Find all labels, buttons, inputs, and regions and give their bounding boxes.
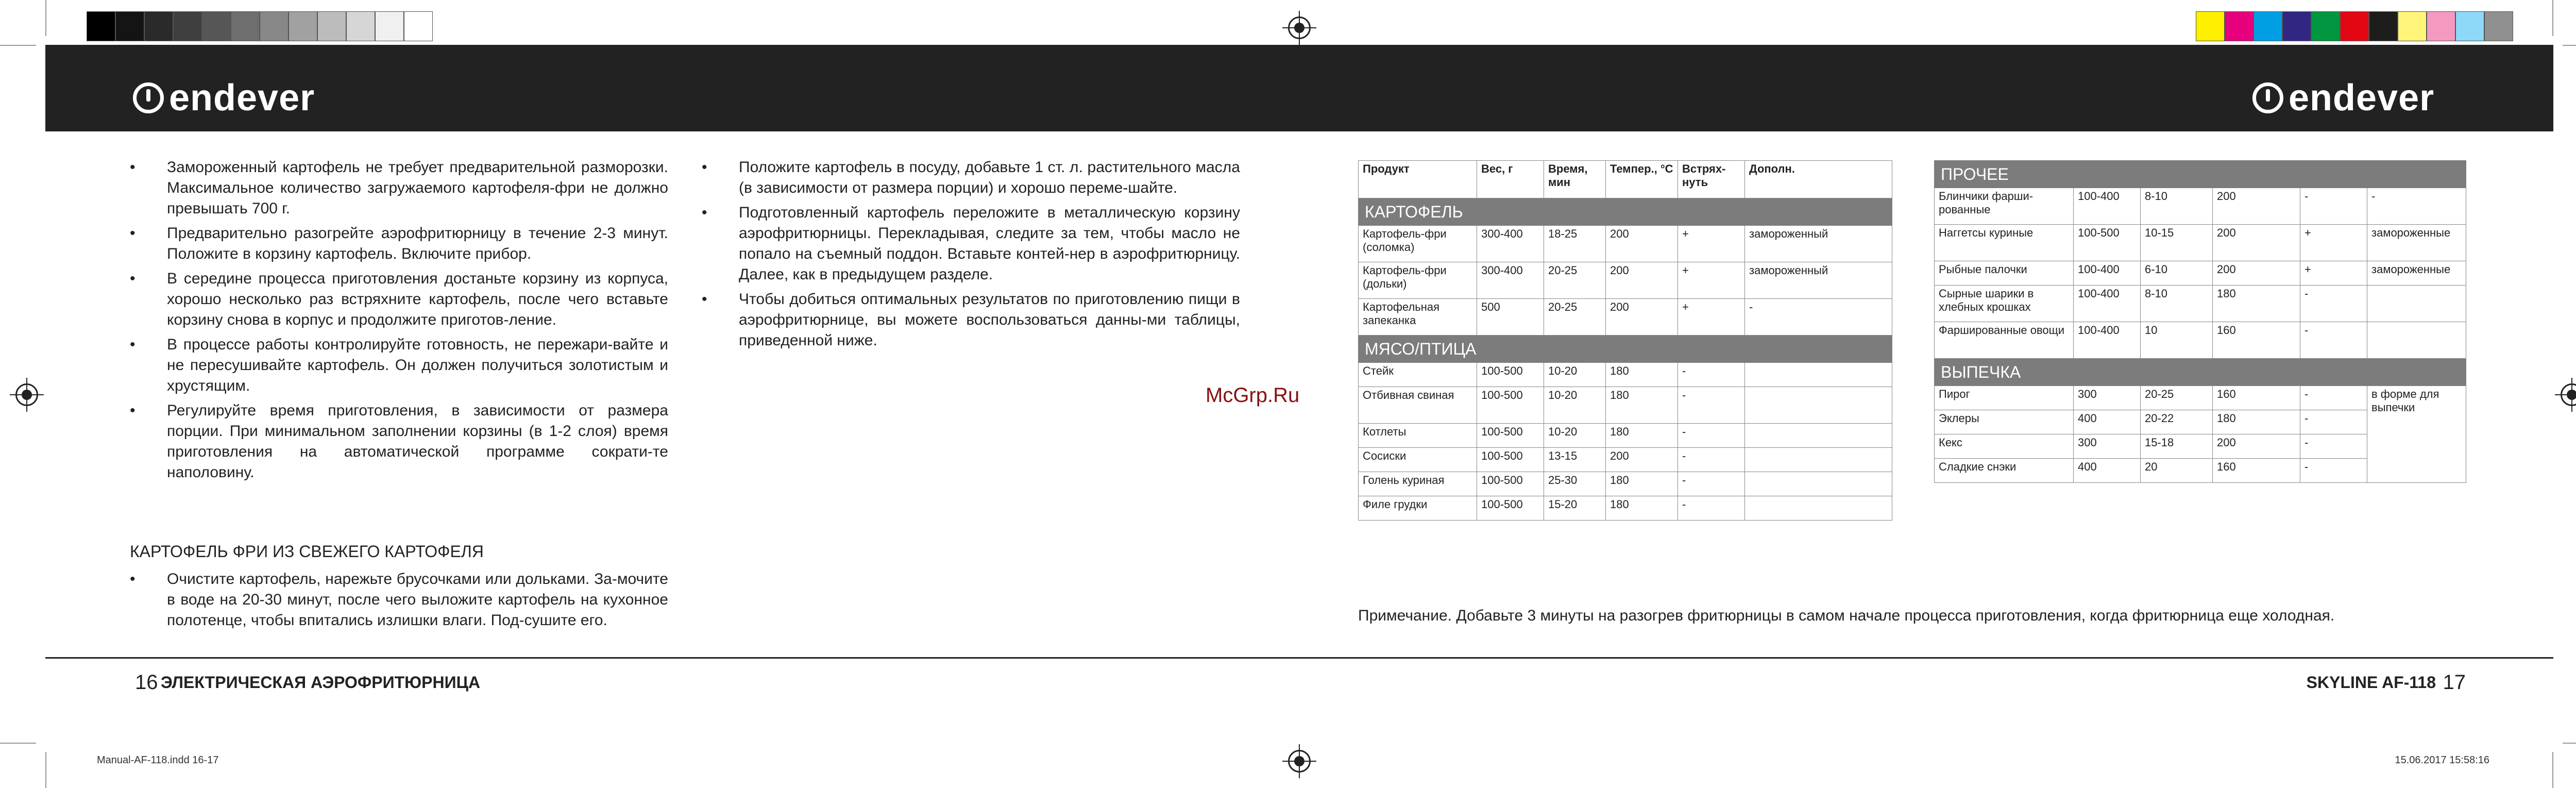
table-cell: Голень куриная <box>1359 472 1477 496</box>
color-swatch <box>289 11 317 41</box>
table-cell <box>1745 496 1892 521</box>
footer-title-right: SKYLINE AF-118 <box>2306 673 2436 692</box>
table-header-cell: Дополн. <box>1745 161 1892 198</box>
table-cell: 18-25 <box>1544 226 1606 262</box>
table-cell: 200 <box>1606 262 1678 299</box>
table-cell: 100-500 <box>1477 448 1544 472</box>
table-cell <box>1745 363 1892 387</box>
color-swatch <box>144 11 173 41</box>
header-band <box>45 45 2553 131</box>
table-cell: 20-25 <box>2141 386 2213 410</box>
color-swatch <box>2398 11 2427 41</box>
table-cell <box>1745 387 1892 424</box>
crop-mark <box>2552 0 2553 36</box>
slug-file-info: Manual-AF-118.indd 16-17 <box>97 755 219 766</box>
table-row <box>1935 225 2466 261</box>
brand-logo-left <box>133 77 315 119</box>
table-cell: 100-500 <box>1477 363 1544 387</box>
watermark: McGrp.Ru <box>1206 384 1300 407</box>
color-swatch <box>2196 11 2225 41</box>
color-swatch <box>231 11 260 41</box>
table-cell: Котлеты <box>1359 424 1477 448</box>
middle-bullet-list <box>702 157 1240 355</box>
registration-mark-icon <box>1288 750 1311 773</box>
table-cell: 100-400 <box>2074 286 2141 322</box>
left-bullet-list <box>130 157 668 487</box>
crop-mark <box>0 45 36 46</box>
table-cell: Наггетсы куриные <box>1935 225 2074 261</box>
table-cell: - <box>2300 386 2367 410</box>
table-cell: 180 <box>1606 363 1678 387</box>
list-item: • В процессе работы контролируйте готовность, не пережари-вайте и не пересушивайте картофель. Он должен получиться золотистым и хрустящим. <box>130 334 668 396</box>
table-row <box>1359 472 1892 496</box>
table-cell: 200 <box>1606 448 1678 472</box>
table-cell: - <box>1678 472 1745 496</box>
table-cell: 25-30 <box>1544 472 1606 496</box>
list-item: • Замороженный картофель не требует предварительной разморозки. Максимальное количество загружаемого картофеля-фри не должно превышать 700 г. <box>130 157 668 219</box>
color-swatch <box>87 11 115 41</box>
table-header-cell: Продукт <box>1359 161 1477 198</box>
table-cell: 6-10 <box>2141 261 2213 286</box>
color-swatch <box>2311 11 2340 41</box>
table-section-title: МЯСО/ПТИЦА <box>1359 336 1892 363</box>
table-cell: Картофель-фри (дольки) <box>1359 262 1477 299</box>
table-cell: + <box>2300 225 2367 261</box>
table-cell: 160 <box>2213 386 2300 410</box>
table-cell: 200 <box>2213 434 2300 459</box>
table-cell: 160 <box>2213 322 2300 359</box>
color-swatch <box>346 11 375 41</box>
table-cell: Отбивная свиная <box>1359 387 1477 424</box>
table-cell: Эклеры <box>1935 410 2074 434</box>
table-row <box>1935 188 2466 225</box>
table-note: Примечание. Добавьте 3 минуты на разогрев фритюрницы в самом начале процесса приготовления, когда фритюрница еще холодная. <box>1358 607 2335 624</box>
color-swatch <box>173 11 202 41</box>
table-cell <box>1745 448 1892 472</box>
table-cell: - <box>1678 363 1745 387</box>
registration-mark-icon <box>15 383 38 406</box>
table-cell: Рыбные палочки <box>1935 261 2074 286</box>
table-cell: замороженные <box>2367 261 2466 286</box>
list-item: • Очистите картофель, нарежьте брусочками или дольками. За-мочите в воде на 20-30 минут, после чего выложите картофель на кухонное полотенце, чтобы впитались излишки влаги. Под-сушите его. <box>130 569 668 631</box>
table-cell: 180 <box>1606 472 1678 496</box>
table-section-title: КАРТОФЕЛЬ <box>1359 198 1892 226</box>
crop-mark <box>2563 743 2576 744</box>
registration-mark-icon <box>1288 16 1311 39</box>
table-cell: - <box>1678 448 1745 472</box>
color-swatch <box>2369 11 2398 41</box>
table-cell: 20-25 <box>1544 262 1606 299</box>
table-cell: + <box>1678 262 1745 299</box>
table-header-row <box>1359 161 1892 198</box>
left-bullet-list-2 <box>130 569 668 635</box>
table-cell: 20 <box>2141 459 2213 483</box>
table-cell: 15-18 <box>2141 434 2213 459</box>
color-swatch <box>2455 11 2484 41</box>
table-cell: 100-500 <box>1477 387 1544 424</box>
table-cell: 10-20 <box>1544 363 1606 387</box>
table-cell: 500 <box>1477 299 1544 336</box>
table-row <box>1359 448 1892 472</box>
table-cell: в форме для выпечки <box>2367 386 2466 483</box>
table-cell: замороженные <box>2367 225 2466 261</box>
table-row <box>1935 386 2466 410</box>
table-row <box>1359 363 1892 387</box>
table-cell: 8-10 <box>2141 188 2213 225</box>
table-cell: Кекс <box>1935 434 2074 459</box>
brand-name: endever <box>2289 77 2435 119</box>
slug-datetime: 15.06.2017 15:58:16 <box>2395 755 2489 766</box>
table-cell <box>2367 322 2466 359</box>
table-cell: Картофель-фри (соломка) <box>1359 226 1477 262</box>
page-number-left: 16 <box>135 671 158 694</box>
table-cell: 300-400 <box>1477 262 1544 299</box>
table-cell: Фаршированные овощи <box>1935 322 2074 359</box>
table-cell: 200 <box>2213 225 2300 261</box>
table-cell: 100-400 <box>2074 322 2141 359</box>
table-header-cell: Вес, г <box>1477 161 1544 198</box>
table-cell: 8-10 <box>2141 286 2213 322</box>
table-section-row <box>1359 198 1892 226</box>
color-swatch <box>375 11 404 41</box>
list-item: • Предварительно разогрейте аэрофритюрницу в течение 2-3 минут. Положите в корзину картофель. Включите прибор. <box>130 223 668 264</box>
table-cell: 300-400 <box>1477 226 1544 262</box>
table-cell: 20-22 <box>2141 410 2213 434</box>
table-cell: 180 <box>1606 424 1678 448</box>
table-cell: Филе грудки <box>1359 496 1477 521</box>
table-cell <box>2367 286 2466 322</box>
table-cell: - <box>2300 459 2367 483</box>
table-row <box>1935 261 2466 286</box>
footer-rule <box>45 657 2553 659</box>
subheading: КАРТОФЕЛЬ ФРИ ИЗ СВЕЖЕГО КАРТОФЕЛЯ <box>130 542 484 561</box>
table-cell: 180 <box>1606 387 1678 424</box>
table-header-cell: Встрях-нуть <box>1678 161 1745 198</box>
table-cell: - <box>2300 188 2367 225</box>
table-cell: 200 <box>2213 261 2300 286</box>
table-row <box>1359 262 1892 299</box>
table-cell: Сладкие снэки <box>1935 459 2074 483</box>
table-cell: 200 <box>2213 188 2300 225</box>
table-cell: - <box>2300 410 2367 434</box>
color-swatch <box>115 11 144 41</box>
table-cell: Пирог <box>1935 386 2074 410</box>
list-item: • В середине процесса приготовления достаньте корзину из корпуса, хорошо несколько раз встряхните картофель, после чего вставьте корзину снова в корпус и продолжите приготов-ление. <box>130 269 668 330</box>
table-cell: 400 <box>2074 410 2141 434</box>
color-swatch <box>2225 11 2253 41</box>
color-swatch <box>2340 11 2369 41</box>
footer-title-left: ЭЛЕКТРИЧЕСКАЯ АЭРОФРИТЮРНИЦА <box>161 673 481 692</box>
table-cell: - <box>1678 496 1745 521</box>
table-header-cell: Темпер., °C <box>1606 161 1678 198</box>
table-row <box>1359 424 1892 448</box>
power-icon <box>2252 82 2283 113</box>
registration-mark-icon <box>2561 383 2576 406</box>
table-cell: 300 <box>2074 434 2141 459</box>
list-item: • Чтобы добиться оптимальных результатов по приготовлению пищи в аэрофритюрнице, вы можете воспользоваться данны-ми таблицы, приведенной ниже. <box>702 289 1240 351</box>
table-cell: 180 <box>2213 286 2300 322</box>
table-cell: 160 <box>2213 459 2300 483</box>
table-section-title: ВЫПЕЧКА <box>1935 359 2466 386</box>
table-cell: - <box>2367 188 2466 225</box>
table-cell: 200 <box>1606 299 1678 336</box>
color-swatch <box>202 11 231 41</box>
table-row <box>1359 387 1892 424</box>
table-row <box>1935 286 2466 322</box>
table-cell: - <box>1745 299 1892 336</box>
table-cell: 10-20 <box>1544 424 1606 448</box>
brand-logo-right <box>2252 77 2434 119</box>
table-cell: Сосиски <box>1359 448 1477 472</box>
color-swatch <box>2253 11 2282 41</box>
table-cell: - <box>2300 322 2367 359</box>
table-cell: 13-15 <box>1544 448 1606 472</box>
color-swatch <box>317 11 346 41</box>
table-cell: - <box>1678 424 1745 448</box>
table-cell: 100-500 <box>2074 225 2141 261</box>
brand-name: endever <box>169 77 315 119</box>
table-section-row <box>1935 161 2466 188</box>
table-header-cell: Время, мин <box>1544 161 1606 198</box>
table-row <box>1359 496 1892 521</box>
cooking-table-right <box>1934 160 2466 483</box>
table-cell: Блинчики фарши-рованные <box>1935 188 2074 225</box>
table-cell: + <box>1678 226 1745 262</box>
color-swatch <box>2484 11 2513 41</box>
cooking-table-left <box>1358 160 1892 521</box>
page-number-right: 17 <box>2443 671 2466 694</box>
table-section-row <box>1935 359 2466 386</box>
color-swatch <box>404 11 433 41</box>
table-cell: 400 <box>2074 459 2141 483</box>
list-item: • Подготовленный картофель переложите в металлическую корзину аэрофритюрницы. Перекладывая, следите за тем, чтобы масло не попало на съемный поддон. Вставьте контей-нер в аэрофритюрницу. Далее, как в предыдущем разделе. <box>702 203 1240 285</box>
table-cell: 10-20 <box>1544 387 1606 424</box>
table-cell: 100-500 <box>1477 496 1544 521</box>
table-cell <box>1745 424 1892 448</box>
table-row <box>1359 226 1892 262</box>
table-cell: Стейк <box>1359 363 1477 387</box>
table-section-row <box>1359 336 1892 363</box>
table-cell: 15-20 <box>1544 496 1606 521</box>
table-cell: 180 <box>2213 410 2300 434</box>
list-item: • Положите картофель в посуду, добавьте 1 ст. л. растительного масла (в зависимости от размера порции) и хорошо переме-шайте. <box>702 157 1240 198</box>
table-cell: 100-500 <box>1477 472 1544 496</box>
table-cell: Картофельная запеканка <box>1359 299 1477 336</box>
crop-mark <box>2552 752 2553 788</box>
table-cell: 100-500 <box>1477 424 1544 448</box>
table-cell: 100-400 <box>2074 188 2141 225</box>
crop-mark <box>45 0 46 36</box>
color-swatch <box>2282 11 2311 41</box>
table-cell: Сырные шарики в хлебных крошках <box>1935 286 2074 322</box>
table-cell: + <box>2300 261 2367 286</box>
table-cell: 100-400 <box>2074 261 2141 286</box>
color-swatch <box>2427 11 2455 41</box>
table-cell: замороженный <box>1745 262 1892 299</box>
table-cell: - <box>2300 434 2367 459</box>
table-cell: 300 <box>2074 386 2141 410</box>
table-cell: + <box>1678 299 1745 336</box>
color-swatch <box>260 11 289 41</box>
power-icon <box>133 82 164 113</box>
table-cell: 20-25 <box>1544 299 1606 336</box>
table-cell: 10-15 <box>2141 225 2213 261</box>
table-row <box>1935 322 2466 359</box>
table-cell: 180 <box>1606 496 1678 521</box>
table-cell: - <box>2300 286 2367 322</box>
table-cell: - <box>1678 387 1745 424</box>
crop-mark <box>45 752 46 788</box>
table-cell <box>1745 472 1892 496</box>
table-cell: 10 <box>2141 322 2213 359</box>
crop-mark <box>0 743 36 744</box>
table-section-title: ПРОЧЕЕ <box>1935 161 2466 188</box>
crop-mark <box>2563 45 2576 46</box>
table-cell: замороженный <box>1745 226 1892 262</box>
list-item: • Регулируйте время приготовления, в зависимости от размера порции. При минимальном заполнении корзины (в 1-2 слоя) время приготовления на автоматической программе сократи-те наполовину. <box>130 400 668 483</box>
table-row <box>1359 299 1892 336</box>
table-cell: 200 <box>1606 226 1678 262</box>
